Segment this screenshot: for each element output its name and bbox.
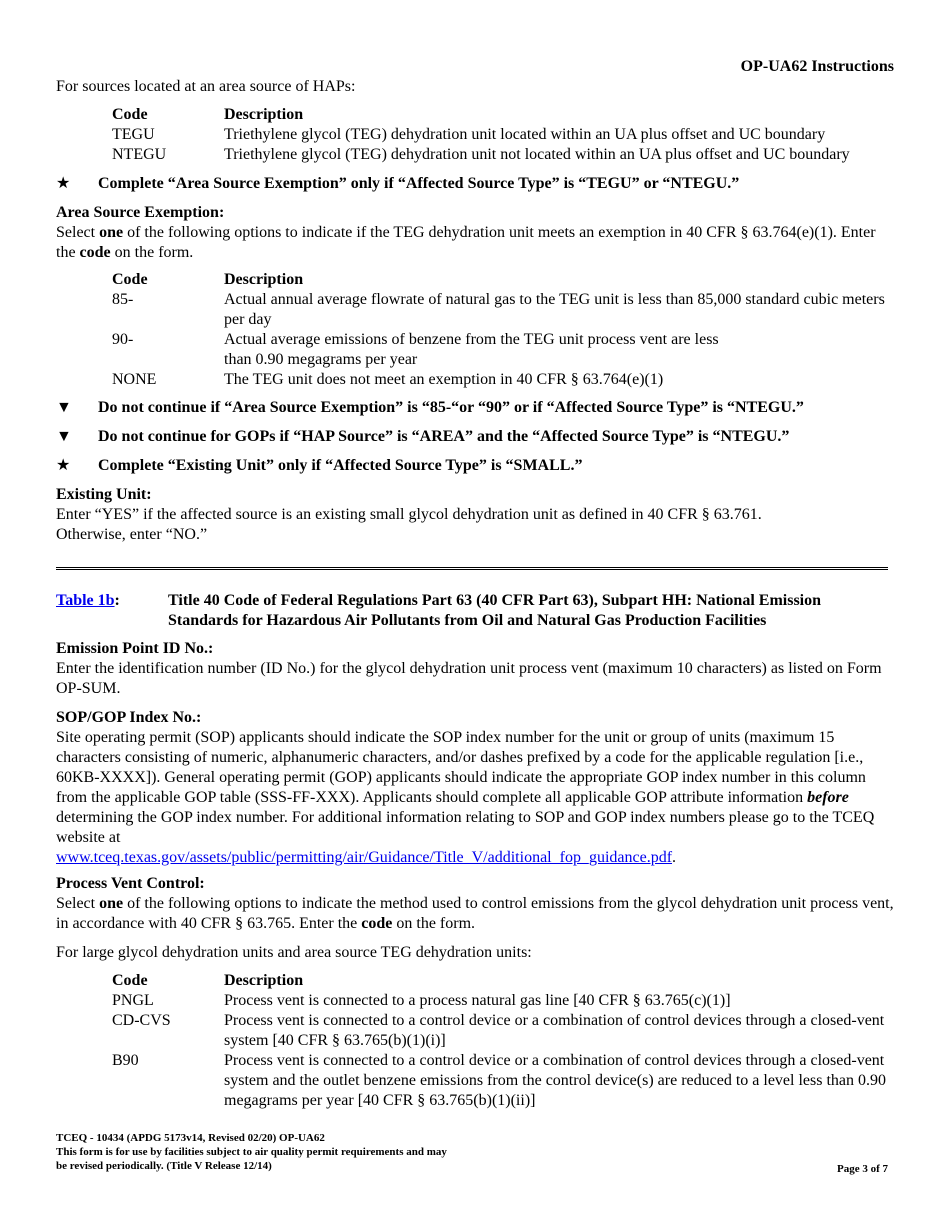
section-divider xyxy=(56,567,888,570)
note-text: Complete “Existing Unit” only if “Affected Source Type” is “SMALL.” xyxy=(98,457,583,474)
table-row xyxy=(112,125,912,145)
description-column-header: Description xyxy=(224,972,304,989)
page-header-title: OP-UA62 Instructions xyxy=(740,58,894,75)
row-description: Actual average emissions of benzene from the TEG unit process vent are less than 0.90 megagrams per year xyxy=(224,331,719,368)
row-code: PNGL xyxy=(112,992,154,1009)
existing-unit-section xyxy=(56,485,826,545)
note-text: Complete “Area Source Exemption” only if “Affected Source Type” is “TEGU” or “NTEGU.” xyxy=(98,175,740,192)
note-text: Do not continue if “Area Source Exemption” is “85-“or “90” or if “Affected Source Type” is “NTEGU.” xyxy=(98,399,804,416)
row-code: NONE xyxy=(112,371,157,388)
table-row xyxy=(112,330,896,370)
description-column-header: Description xyxy=(224,106,304,123)
star-icon: ★ xyxy=(56,175,71,192)
table-row xyxy=(112,991,896,1011)
page-number: Page 3 of 7 xyxy=(836,1163,888,1175)
footer-form-id: TCEQ - 10434 (APDG 5173v14, Revised 02/20) OP-UA62 xyxy=(56,1132,325,1144)
row-description: Triethylene glycol (TEG) dehydration unit not located within an UA plus offset and UC boundary xyxy=(224,146,850,163)
table-1b-heading xyxy=(56,591,888,631)
table-header-row xyxy=(112,270,896,290)
guidance-url-link[interactable]: www.tceq.texas.gov/assets/public/permitting/air/Guidance/Title_V/additional_fop_guidance.pdf xyxy=(56,849,673,866)
section-text: Select one of the following options to indicate the method used to control emissions from the glycol dehydration unit process vent, in accordance with 40 CFR § 63.765. Enter the code on the form. xyxy=(56,895,894,932)
row-description: Actual annual average flowrate of natural gas to the TEG unit is less than 85,000 standard cubic meters per day xyxy=(224,291,885,328)
row-description: Process vent is connected to a process natural gas line [40 CFR § 63.765(c)(1)] xyxy=(224,992,731,1009)
row-code: CD-CVS xyxy=(112,1012,171,1029)
exemption-table xyxy=(112,270,896,390)
page-footer xyxy=(56,1131,447,1173)
section-text: Enter “YES” if the affected source is an existing small glycol dehydration unit as defined in 40 CFR § 63.761. Otherwise, enter “NO.” xyxy=(56,506,762,543)
row-description: Process vent is connected to a control device or a combination of control devices through a closed-vent system and the outlet benzene emissions from the control device(s) are reduced to a level less than 0.90 megagrams per year [40 CFR § 63.765(b)(1)(ii)] xyxy=(224,1052,887,1109)
footer-notice-line1: This form is for use by facilities subject to air quality permit requirements and may xyxy=(56,1146,447,1158)
down-triangle-icon: ▼ xyxy=(56,399,72,416)
section-title: SOP/GOP Index No.: xyxy=(56,709,202,726)
footer-notice-line2: be revised periodically. (Title V Release 12/14) xyxy=(56,1160,272,1172)
area-source-exemption-section xyxy=(56,203,896,263)
row-code: 90- xyxy=(112,331,134,348)
note-text: Do not continue for GOPs if “HAP Source” is “AREA” and the “Affected Source Type” is “NTEGU.” xyxy=(98,428,790,445)
table-row xyxy=(112,145,912,165)
table-row xyxy=(112,290,896,330)
affected-source-table xyxy=(112,105,912,165)
row-description: The TEG unit does not meet an exemption in 40 CFR § 63.764(e)(1) xyxy=(224,371,664,388)
code-column-header: Code xyxy=(112,972,148,989)
intro-area-source: For sources located at an area source of HAPs: xyxy=(56,78,356,95)
down-triangle-icon: ▼ xyxy=(56,428,72,445)
instruction-note xyxy=(56,427,896,447)
table-1b-title: Title 40 Code of Federal Regulations Part 63 (40 CFR Part 63), Subpart HH: National Emission Standards for Hazardous Air Pollutants from Oil and Natural Gas Production Facilities xyxy=(168,592,822,629)
section-text: Site operating permit (SOP) applicants should indicate the SOP index number for the unit or group of units (maximum 15 characters consisting of numeric, alphanumeric characters, and/or dashes prefixed by a code for the applicable regulation [i.e., 60KB-XXXX]). General operating permit (GOP) applicants should indicate the appropriate GOP index number in this column from the applicable GOP table (SSS-FF-XXX). Applicants should complete all applicable GOP attribute information before determining the GOP index number. For additional information relating to SOP and GOP index numbers please go to the TCEQ website at www.tceq.texas.gov/assets/public/permitting/air/Guidance/Title_V/additional_fop_guidance.pdf. xyxy=(56,729,875,866)
table-1b-link-wrap[interactable]: Table 1b: xyxy=(56,592,120,609)
section-title: Existing Unit: xyxy=(56,486,152,503)
row-code: NTEGU xyxy=(112,146,167,163)
emission-point-section xyxy=(56,639,896,699)
table-row xyxy=(112,1011,896,1051)
table-header-row xyxy=(112,105,912,125)
table-row xyxy=(112,1051,896,1111)
instruction-note xyxy=(56,174,896,194)
table-row xyxy=(112,370,896,390)
row-code: B90 xyxy=(112,1052,139,1069)
section-title: Emission Point ID No.: xyxy=(56,640,214,657)
process-vent-section xyxy=(56,874,896,934)
section-title: Area Source Exemption: xyxy=(56,204,225,221)
code-column-header: Code xyxy=(112,106,148,123)
row-description: Process vent is connected to a control device or a combination of control devices through a closed-vent system [40 CFR § 63.765(b)(1)(i)] xyxy=(224,1012,885,1049)
section-text: Select one of the following options to indicate if the TEG dehydration unit meets an exemption in 40 CFR § 63.764(e)(1). Enter the code on the form. xyxy=(56,224,876,261)
code-column-header: Code xyxy=(112,271,148,288)
row-description: Triethylene glycol (TEG) dehydration unit located within an UA plus offset and UC boundary xyxy=(224,126,826,143)
description-column-header: Description xyxy=(224,271,304,288)
row-code: 85- xyxy=(112,291,134,308)
process-vent-table xyxy=(112,971,896,1111)
sop-gop-section xyxy=(56,708,896,868)
section-text: Enter the identification number (ID No.) for the glycol dehydration unit process vent (maximum 10 characters) as listed on Form OP-SUM. xyxy=(56,660,882,697)
instruction-note xyxy=(56,456,896,476)
table-header-row xyxy=(112,971,896,991)
intro-large-units: For large glycol dehydration units and area source TEG dehydration units: xyxy=(56,944,532,961)
instruction-note xyxy=(56,398,896,418)
star-icon: ★ xyxy=(56,457,71,474)
row-code: TEGU xyxy=(112,126,155,143)
table-1b-link[interactable]: Table 1b xyxy=(56,592,115,609)
section-title: Process Vent Control: xyxy=(56,875,205,892)
